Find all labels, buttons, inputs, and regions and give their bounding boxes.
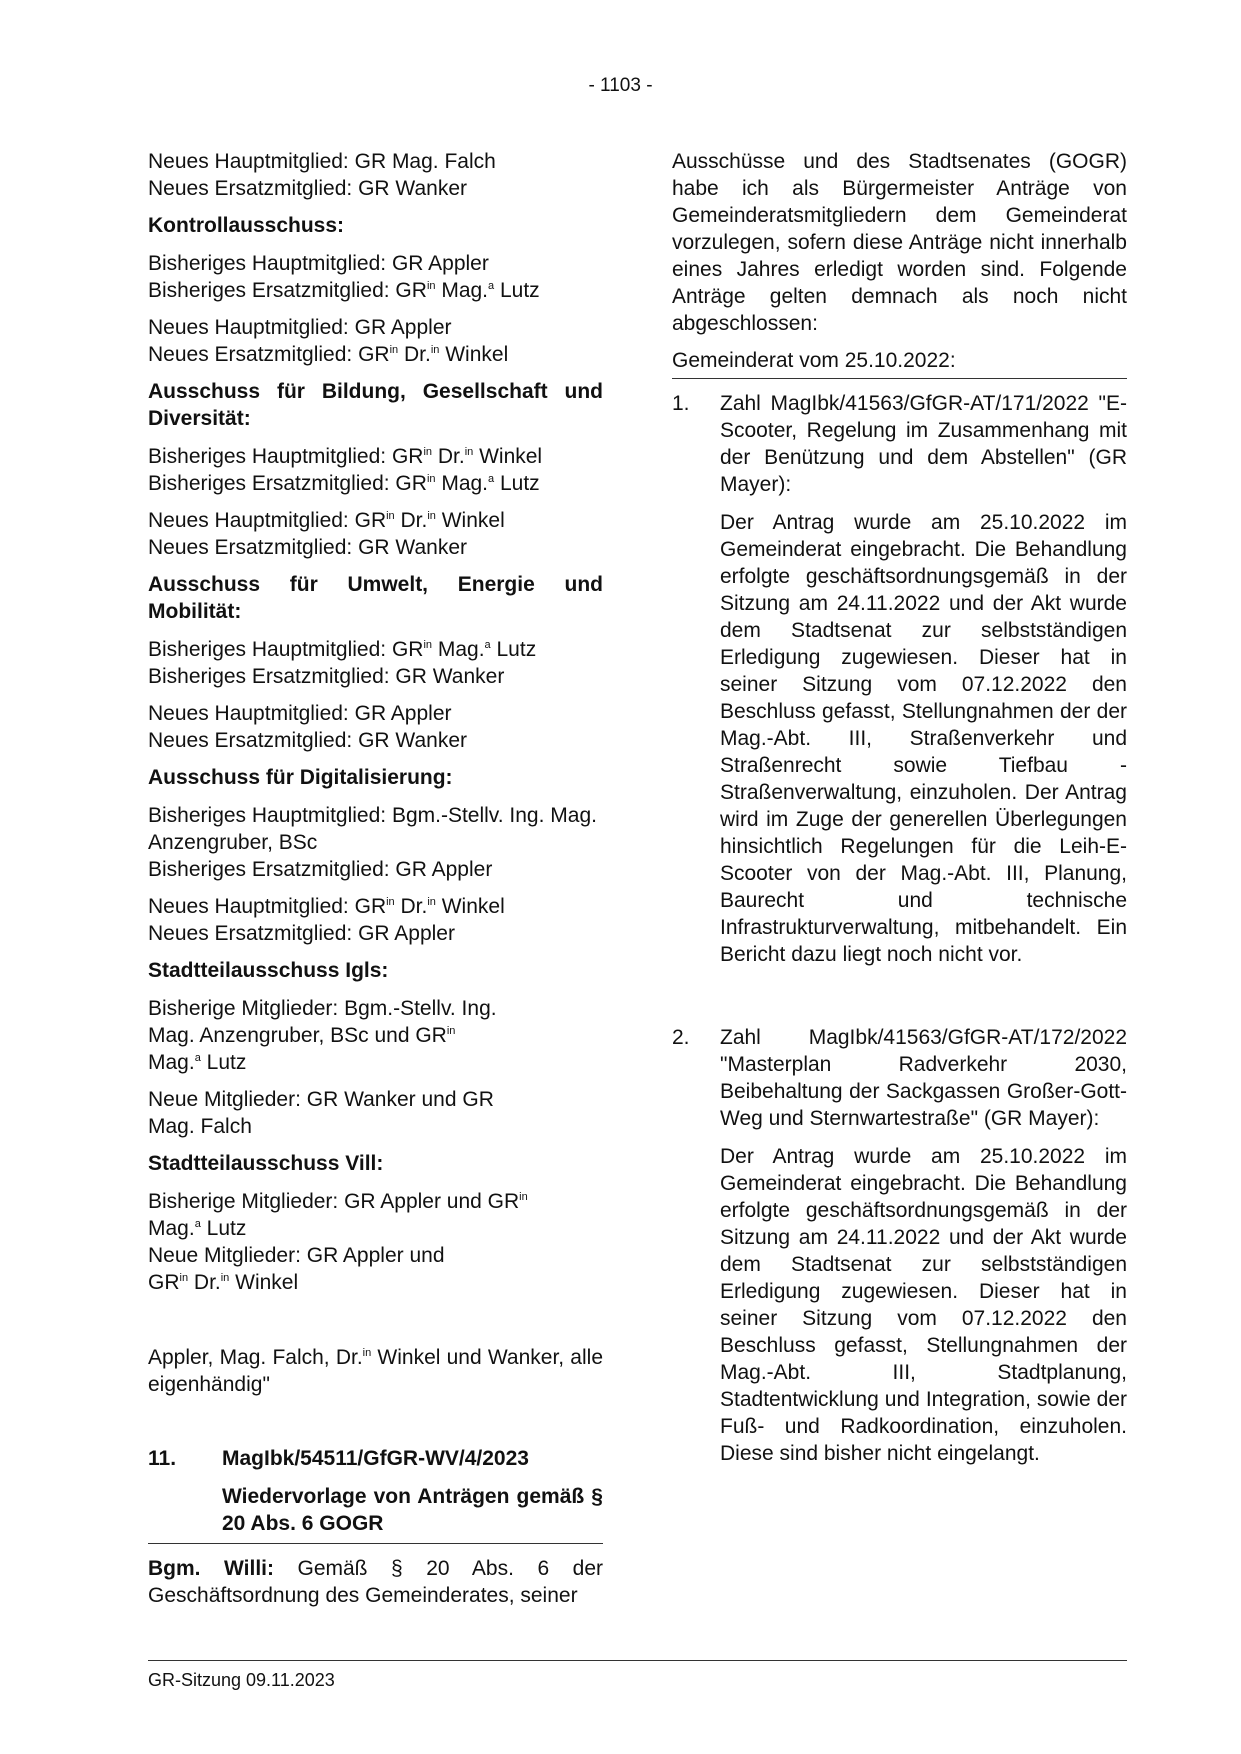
text-line: Mag.$^a$ Lutz (148, 1051, 247, 1074)
member-block (148, 443, 603, 497)
speaker-name: Bgm. Willi: (148, 1557, 274, 1580)
text-line: Mag.$^a$ Lutz (148, 1217, 247, 1240)
agenda-number: 11. (148, 1447, 177, 1470)
text-line: Mag. Anzengruber, BSc und $GR^{in}$ (148, 1024, 456, 1047)
member-block (148, 507, 603, 561)
motion-number: 1. (672, 392, 690, 415)
agenda-title (148, 1483, 603, 1544)
footer-divider (148, 1660, 1127, 1661)
committee-heading: Ausschuss für Umwelt, Energie und Mobilität: (148, 573, 603, 623)
motion-body: Der Antrag wurde am 25.10.2022 im Gemeinderat eingebracht. Die Behandlung erfolgte geschäftsordnungsgemäß in der Sitzung am 24.11.2022 und der Akt wurde dem Stadtsenat zur selbstständigen Erledigung zugewiesen. Dieser hat in seiner Sitzung vom 07.12.2022 den Beschluss gefasst, Stellungnahmen der der Mag.-Abt. III, Straßenverkehr und Straßenrecht sowie Tiefbau - Straßenverwaltung, einzuholen. Der Antrag wird im Zuge der generellen Überlegungen hinsichtlich Regelungen für die Leih-E-Scooter von der Mag.-Abt. III, Planung, Baurecht und technische Infrastrukturverwaltung, mitbehandelt. Ein Bericht dazu liegt noch nicht vor. (720, 511, 1127, 966)
member-block (148, 1188, 603, 1296)
text-line: Neues Ersatzmitglied: GR Wanker (148, 729, 467, 752)
text-line: $GR^{in}$ Dr.$^{in}$ Winkel (148, 1271, 299, 1294)
motion-title: Zahl MagIbk/41563/GfGR-AT/172/2022 "Masterplan Radverkehr 2030, Beibehaltung der Sackgassen Großer-Gott-Weg und Sternwartestraße" (GR Mayer): (720, 1026, 1127, 1130)
text-line: Neues Hauptmitglied: GR Appler (148, 702, 452, 725)
text-line: Neues Hauptmitglied: GR Mag. Falch (148, 150, 496, 173)
left-column (148, 148, 603, 1609)
member-block (148, 314, 603, 368)
member-block (148, 636, 603, 690)
intro-block (148, 148, 603, 202)
motion-item-1 (672, 390, 1127, 968)
signoff-text: Appler, Mag. Falch, Dr.$^{in}$ Winkel und Wanker, alle eigenhändig" (148, 1346, 603, 1396)
text-line: Bisheriges Ersatzmitglied: GR Appler (148, 858, 493, 881)
text-line: Bisheriges Ersatzmitglied: $GR^{in}$ Mag.$^a$ Lutz (148, 279, 540, 302)
agenda-reference: MagIbk/54511/GfGR-WV/4/2023 (222, 1447, 529, 1470)
text-line: Neues Ersatzmitglied: GR Wanker (148, 536, 467, 559)
text-line: Neues Ersatzmitglied: GR Appler (148, 922, 455, 945)
text-line: Neues Ersatzmitglied: $GR^{in}$ Dr.$^{in}$ Winkel (148, 343, 509, 366)
member-block (148, 893, 603, 947)
committee-heading: Kontrollausschuss: (148, 214, 345, 237)
committee-heading: Stadtteilausschuss Igls: (148, 959, 389, 982)
text-line: Bisherige Mitglieder: GR Appler und $GR^{in}$ (148, 1190, 528, 1213)
text-line: Bisheriges Hauptmitglied: $GR^{in}$ Mag.$^a$ Lutz (148, 638, 537, 661)
text-line: Bisheriges Ersatzmitglied: GR Wanker (148, 665, 505, 688)
member-block (148, 250, 603, 304)
member-block (148, 802, 603, 883)
text-line: Bisheriges Ersatzmitglied: $GR^{in}$ Mag.$^a$ Lutz (148, 472, 540, 495)
page-number: - 1103 - (588, 75, 653, 96)
motion-item-2 (672, 1024, 1127, 1467)
motion-title: Zahl MagIbk/41563/GfGR-AT/171/2022 "E-Scooter, Regelung im Zusammenhang mit der Benützung und dem Abstellen" (GR Mayer): (720, 392, 1127, 496)
text-line: Neues Hauptmitglied: $GR^{in}$ Dr.$^{in}$ Winkel (148, 509, 505, 532)
text-line: Neues Ersatzmitglied: GR Wanker (148, 177, 467, 200)
text-line: Bisherige Mitglieder: Bgm.-Stellv. Ing. (148, 997, 497, 1020)
member-block (148, 1086, 603, 1140)
committee-heading: Stadtteilausschuss Vill: (148, 1152, 384, 1175)
text-line: Bisheriges Hauptmitglied: Bgm.-Stellv. Ing. Mag. Anzengruber, BSc (148, 804, 597, 854)
committee-heading: Ausschuss für Digitalisierung: (148, 766, 453, 789)
speech-paragraph: Bgm. Willi: Gemäß § 20 Abs. 6 der Geschäftsordnung des Gemeinderates, seiner (148, 1557, 603, 1607)
text-line: Neue Mitglieder: GR Appler und (148, 1244, 445, 1267)
session-heading: Gemeinderat vom 25.10.2022: (672, 347, 1127, 379)
member-block (148, 995, 603, 1076)
committee-heading: Ausschuss für Bildung, Gesellschaft und Diversität: (148, 380, 603, 430)
text-line: Mag. Falch (148, 1115, 252, 1138)
member-block (148, 700, 603, 754)
text-line: Bisheriges Hauptmitglied: $GR^{in}$ Dr.$^{in}$ Winkel (148, 445, 543, 468)
text-line: Neues Hauptmitglied: GR Appler (148, 316, 452, 339)
text-line: Bisheriges Hauptmitglied: GR Appler (148, 252, 489, 275)
agenda-title-text: Wiedervorlage von Anträgen gemäß § 20 Abs. 6 GOGR (222, 1485, 603, 1535)
footer-text: GR-Sitzung 09.11.2023 (148, 1670, 335, 1690)
text-line: Neue Mitglieder: GR Wanker und GR (148, 1088, 494, 1111)
agenda-item-11 (148, 1445, 603, 1472)
motion-number: 2. (672, 1026, 690, 1049)
right-column (672, 148, 1127, 1467)
continued-paragraph: Ausschüsse und des Stadtsenates (GOGR) habe ich als Bürgermeister Anträge von Gemeinderatsmitgliedern dem Gemeinderat vorzulegen, sofern diese Anträge nicht innerhalb eines Jahres erledigt worden sind. Folgende Anträge gelten demnach als noch nicht abgeschlossen: (672, 150, 1127, 335)
text-line: Neues Hauptmitglied: $GR^{in}$ Dr.$^{in}$ Winkel (148, 895, 505, 918)
motion-body: Der Antrag wurde am 25.10.2022 im Gemeinderat eingebracht. Die Behandlung erfolgte geschäftsordnungsgemäß in der Sitzung am 24.11.2022 und der Akt wurde dem Stadtsenat zur selbstständigen Erledigung zugewiesen. Dieser hat in seiner Sitzung vom 07.12.2022 den Beschluss gefasst, Stellungnahmen der Mag.-Abt. III, Stadtplanung, Stadtentwicklung und Integration, sowie der Fuß- und Radkoordination, einzuholen. Diese sind bisher nicht eingelangt. (720, 1145, 1127, 1465)
